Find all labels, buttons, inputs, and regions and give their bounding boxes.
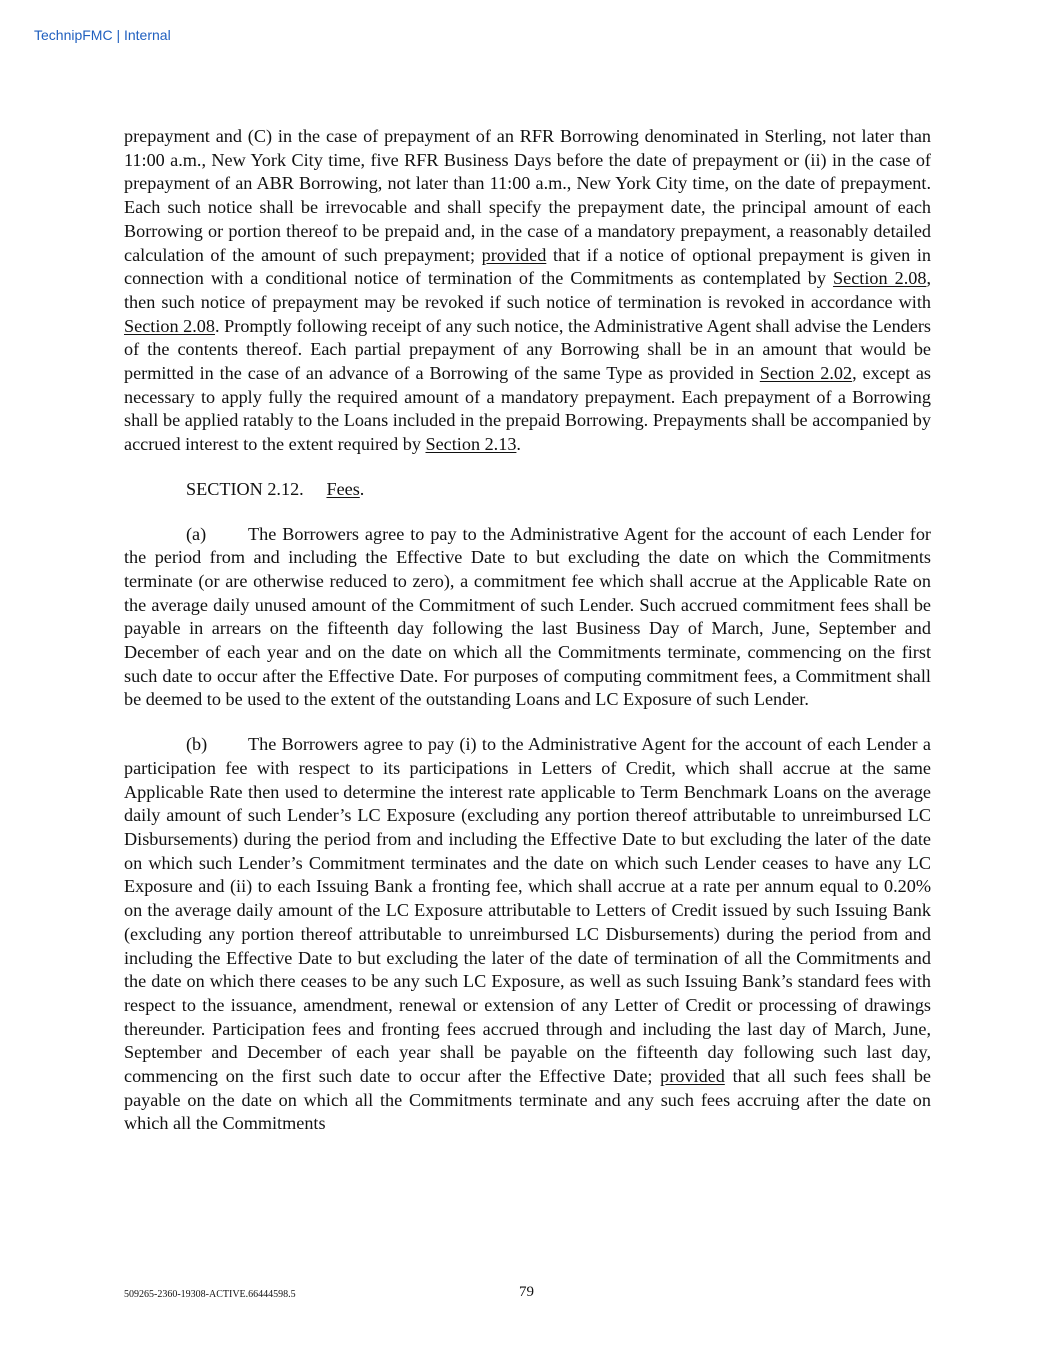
section-title-end: . <box>359 478 365 499</box>
text-run: . <box>516 434 521 455</box>
text-run: prepayment and (C) in the case of prepayment of an RFR Borrowing denominated in Sterling, not later than 11:00 a.m., New York City time, five RFR Business Days before the date of prepayment or (ii) in the case of prepayment of an ABR Borrowing, not later than 11:00 a.m., New York City time, on the date of prepayment. Each such notice shall be irrevocable and shall specify the prepayment date, the principal amount of each Borrowing or portion thereof to be prepaid and, in the case of a mandatory prepayment, a reasonably detailed calculation of the amount of such prepayment; <box>124 126 931 265</box>
section-reference: Section 2.08 <box>833 268 927 289</box>
document-id: 509265-2360-19308-ACTIVE.66444598.5 <box>124 1289 296 1300</box>
text-run: that if a notice of optional prepayment is given in connection with a conditional notice of termination of the Commitments as contemplated by <box>124 244 931 289</box>
section-reference: Section 2.02 <box>759 363 853 384</box>
provided-term: provided <box>660 1066 725 1087</box>
section-reference: Section 2.13 <box>425 434 517 455</box>
classification-label: TechnipFMC | Internal <box>34 27 171 43</box>
paragraph-b <box>124 733 931 1136</box>
paragraph-text: that all such fees shall be payable on the date on which all the Commitments terminate and any such fees accruing after the date on which all the Commitments <box>124 1066 931 1134</box>
paragraph-label: (b) <box>186 734 208 755</box>
document-body <box>124 125 931 1136</box>
paragraph-text: The Borrowers agree to pay (i) to the Administrative Agent for the account of each Lender a participation fee with respect to its participations in Letters of Credit, which shall accrue at the same Applicable Rate then used to determine the interest rate applicable to Term Benchmark Loans on the average daily amount of such Lender’s LC Exposure (excluding any portion thereof attributable to unreimbursed LC Disbursements) during the period from and including the Effective Date to but excluding the later of the date on which such Lender’s Commitment terminates and the date on which such Lender ceases to have any LC Exposure and (ii) to each Issuing Bank a fronting fee, which shall accrue at a rate per annum equal to 0.20% on the average daily amount of the LC Exposure attributable to Letters of Credit issued by such Issuing Bank (excluding any portion thereof attributable to unreimbursed LC Disbursements) during the period from and including the Effective Date to but excluding the later of the date of termination of all the Commitments and the date on which there ceases to be any such LC Exposure, as well as such Issuing Bank’s standard fees with respect to the issuance, amendment, renewal or extension of any Letter of Credit or processing of drawings thereunder. Participation fees and fronting fees accrued through and including the last day of March, June, September and December of each year shall be payable on the fifteenth day following such last day, commencing on the first such date to occur after the Effective Date; <box>124 734 931 1087</box>
paragraph-a <box>124 523 931 713</box>
page-number: 79 <box>519 1284 534 1300</box>
text-run: , then such notice of prepayment may be revoked if such notice of termination is revoked in accordance with <box>124 268 932 312</box>
section-reference: Section 2.08 <box>124 315 215 336</box>
paragraph-text: The Borrowers agree to pay to the Administrative Agent for the account of each Lender for the period from and including the Effective Date to but excluding the date on which the Commitments terminate (or are otherwise reduced to zero), a commitment fee which shall accrue at the Applicable Rate on the average daily unused amount of the Commitment of such Lender. Such accrued commitment fees shall be payable in arrears on the fifteenth day following the last Business Day of March, June, September and December of each year and on the date on which all the Commitments terminate, commencing on the first such date to occur after the Effective Date. For purposes of computing commitment fees, a Commitment shall be deemed to be used to the extent of the outstanding Loans and LC Exposure of such Lender. <box>124 523 931 710</box>
section-heading <box>124 478 931 502</box>
section-title: Fees <box>326 478 360 499</box>
text-run: . Promptly following receipt of any such notice, the Administrative Agent shall advise the Lenders of the contents thereof. Each partial prepayment of any Borrowing shall be in an amount that would be permitted in the case of an advance of a Borrowing of the same Type as provided in <box>124 315 932 384</box>
text-run: , except as necessary to apply fully the required amount of a mandatory prepayment. Each prepayment of a Borrowing shall be applied ratably to the Loans included in the prepaid Borrowing. Prepayments shall be accompanied by accrued interest to the extent required by <box>124 363 932 455</box>
paragraph-label: (a) <box>186 523 207 544</box>
provided-term: provided <box>481 244 547 265</box>
section-number: SECTION 2.12. <box>186 478 304 499</box>
carryover-paragraph <box>124 125 931 457</box>
